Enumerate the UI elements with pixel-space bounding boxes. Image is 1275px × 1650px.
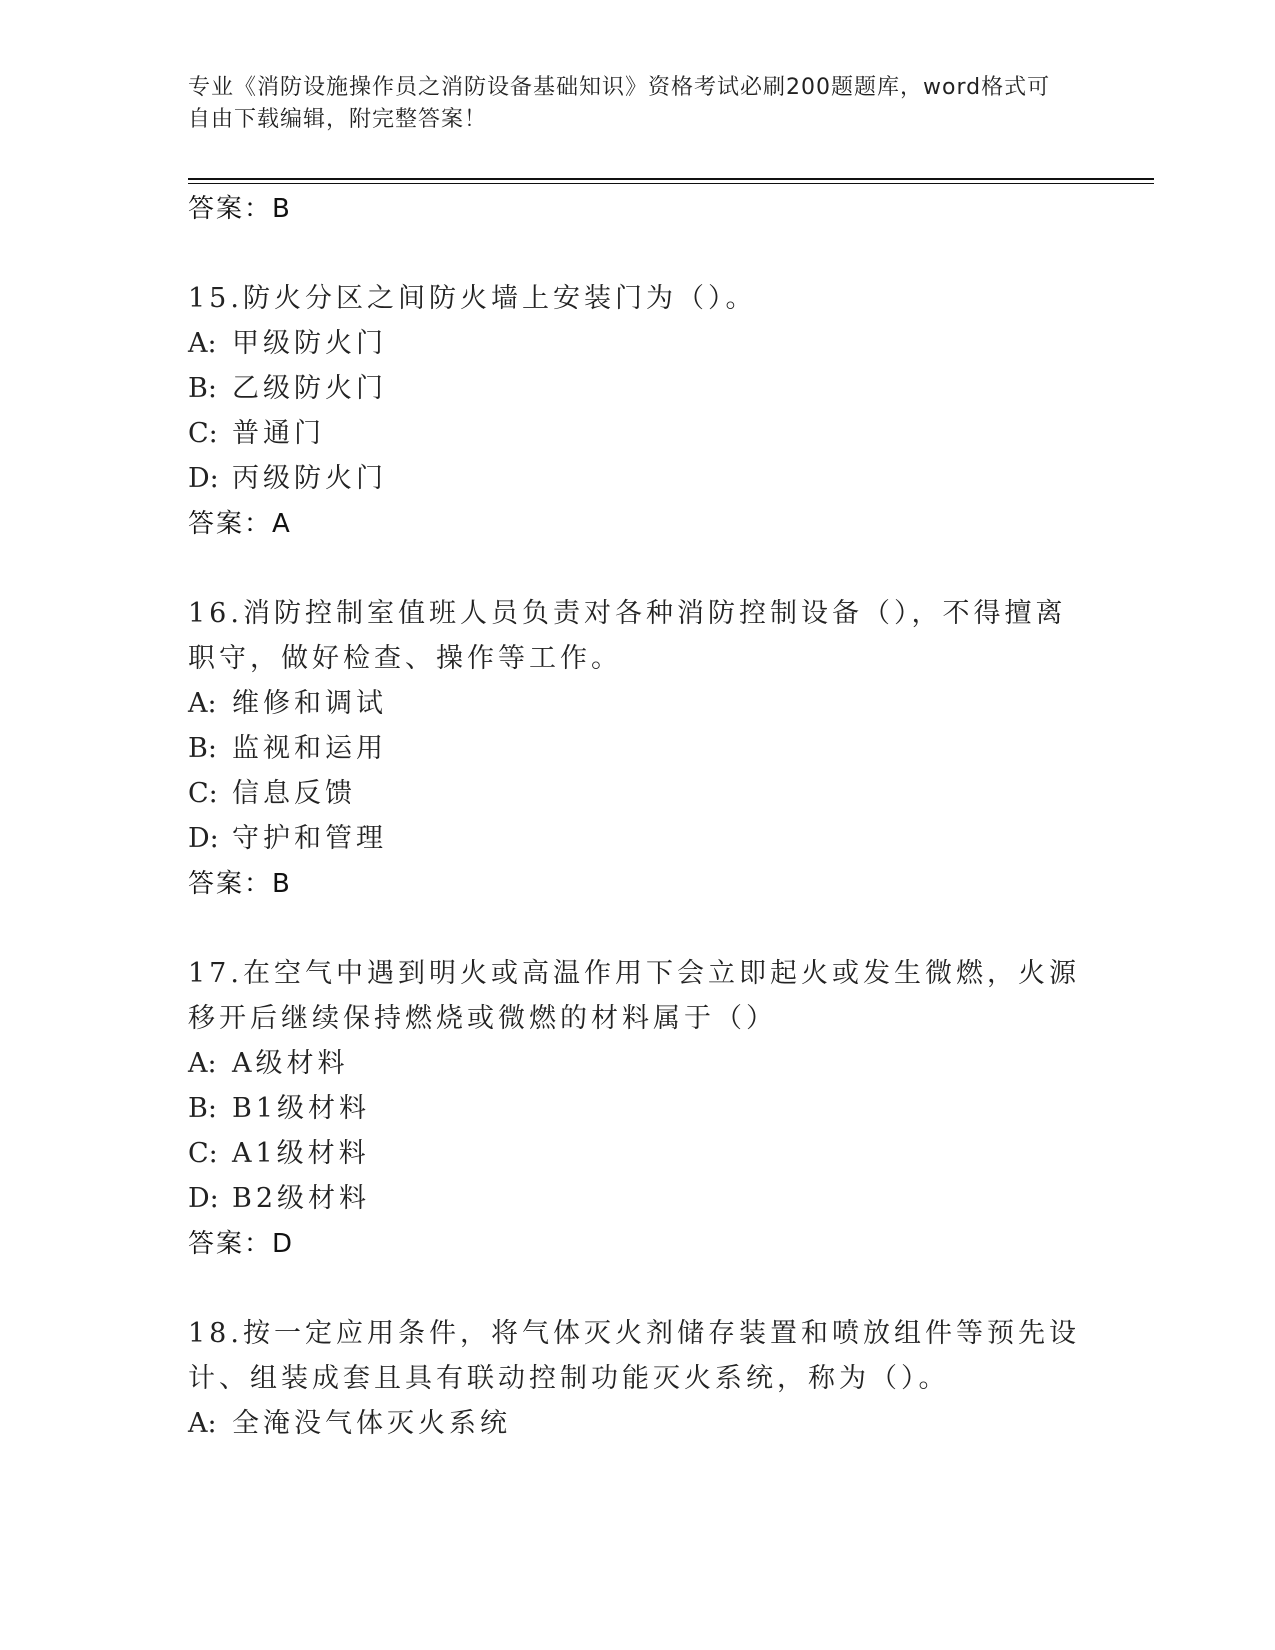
option-b (188, 366, 1088, 411)
option-a (188, 681, 1088, 726)
option-key: B: (188, 733, 217, 764)
option-key: C: (188, 418, 218, 449)
option-key: B: (188, 1093, 217, 1124)
option-key: D: (188, 1183, 219, 1214)
question-16 (188, 591, 1088, 907)
option-text: 维修和调试 (232, 688, 387, 719)
option-a (188, 321, 1088, 366)
option-text: B1级材料 (232, 1093, 371, 1124)
option-text: 乙级防火门 (232, 373, 387, 404)
question-17 (188, 951, 1088, 1267)
header-divider-thin (188, 183, 1154, 184)
answer-value: B (272, 869, 292, 899)
option-d (188, 816, 1088, 861)
header-divider (188, 178, 1154, 180)
option-text: 全淹没气体灭火系统 (232, 1408, 511, 1439)
answer-label: 答案： (188, 869, 273, 899)
option-c (188, 411, 1088, 456)
option-key: C: (188, 778, 218, 809)
option-a (188, 1041, 1088, 1086)
option-text: 监视和运用 (232, 733, 387, 764)
option-c (188, 1131, 1088, 1176)
question-15 (188, 276, 1088, 547)
question-answer (188, 501, 1088, 547)
answer-label: 答案： (188, 194, 273, 224)
question-stem: 18.按一定应用条件，将气体灭火剂储存装置和喷放组件等预先设计、组装成套且具有联动控制功能灭火系统，称为（）。 (188, 1318, 1080, 1394)
question-answer (188, 1221, 1088, 1267)
option-key: D: (188, 463, 219, 494)
question-18 (188, 1311, 1088, 1446)
option-c (188, 771, 1088, 816)
answer-value: A (272, 509, 292, 539)
option-a (188, 1401, 1088, 1446)
answer-value: B (272, 194, 292, 224)
option-text: 甲级防火门 (232, 328, 387, 359)
option-text: 信息反馈 (232, 778, 356, 809)
option-text: 丙级防火门 (232, 463, 387, 494)
previous-answer (188, 186, 1088, 232)
option-key: A: (188, 688, 217, 719)
answer-label: 答案： (188, 1229, 273, 1259)
question-answer (188, 861, 1088, 907)
answer-value: D (272, 1229, 295, 1259)
answer-label: 答案： (188, 509, 273, 539)
option-text: A1级材料 (232, 1138, 370, 1169)
option-key: C: (188, 1138, 218, 1169)
option-key: A: (188, 328, 217, 359)
option-text: B2级材料 (232, 1183, 371, 1214)
option-d (188, 456, 1088, 501)
option-key: A: (188, 1048, 217, 1079)
question-stem: 17.在空气中遇到明火或高温作用下会立即起火或发生微燃，火源移开后继续保持燃烧或微燃的材料属于（） (188, 958, 1080, 1034)
option-text: 守护和管理 (232, 823, 387, 854)
option-d (188, 1176, 1088, 1221)
option-key: A: (188, 1408, 217, 1439)
option-text: 普通门 (232, 418, 325, 449)
option-key: D: (188, 823, 219, 854)
option-text: A级材料 (232, 1048, 349, 1079)
question-list (188, 186, 1088, 1446)
page-header: 专业《消防设施操作员之消防设备基础知识》资格考试必刷200题题库，word格式可自由下载编辑，附完整答案！ (188, 75, 1051, 132)
option-key: B: (188, 373, 217, 404)
question-stem: 15.防火分区之间防火墙上安装门为（）。 (188, 283, 757, 314)
option-b (188, 1086, 1088, 1131)
option-b (188, 726, 1088, 771)
question-stem: 16.消防控制室值班人员负责对各种消防控制设备（），不得擅离职守，做好检查、操作等工作。 (188, 598, 1067, 674)
